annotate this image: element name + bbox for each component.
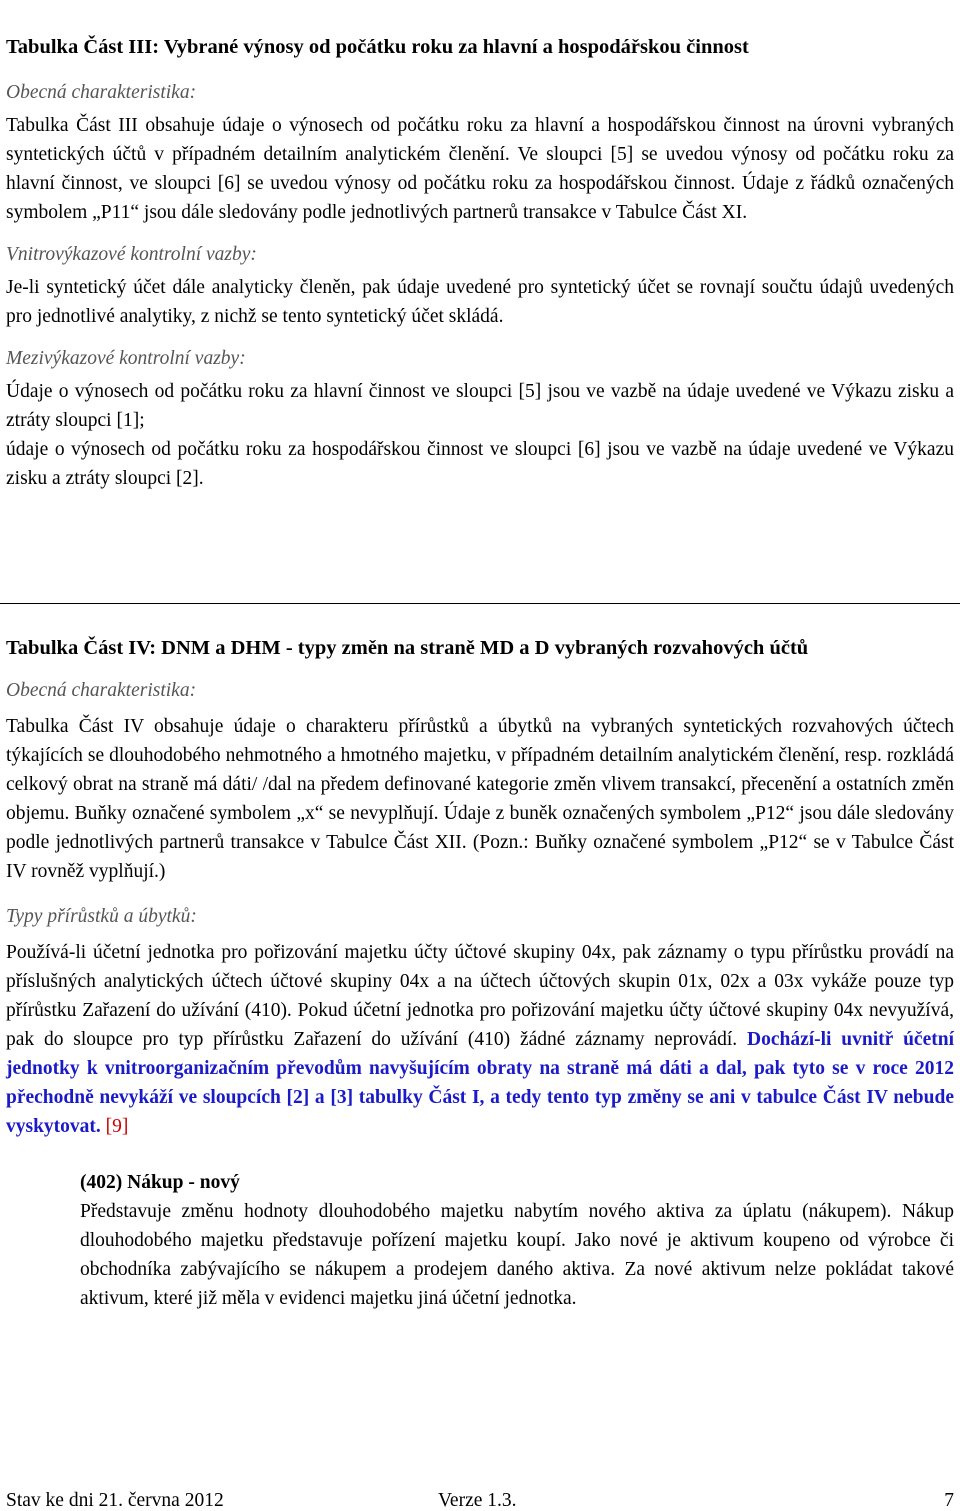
item-402-title: (402) Nákup - nový [80,1172,240,1193]
section-4-general-text: Tabulka Část IV obsahuje údaje o charakteru přírůstků a úbytků na vybraných syntetických rozvahových účtech týkajících se dlouhodobého nehmotného a hmotného majetku, v případném detailním analytickém členění, resp. rozkládá celkový obrat na straně má dáti/ /dal na předem definované kategorie změn vlivem transakcí, přecenění a ostatních změn objemu. Buňky označené symbolem „x“ se nevyplňují. Údaje z buněk označených symbolem „P12“ jsou dále sledovány podle jednotlivých partnerů transakce v Tabulce Část XII. (Pozn.: Buňky označené symbolem „P12“ se v Tabulce Část IV rovněž vyplňují.) [6,716,954,882]
section-4 [6,634,954,1313]
section-3-inter-text-1: Údaje o výnosech od počátku roku za hlavní činnost ve sloupci [5] jsou ve vazbě na údaje uvedené ve Výkazu zisku a ztráty sloupci [1]; [6,381,954,431]
item-402 [80,1168,954,1313]
section-3-general-text: Tabulka Část III obsahuje údaje o výnosech od počátku roku za hlavní a hospodářskou činnost na úrovni vybraných syntetických účtů v případném detailním analytickém členění. Ve sloupci [5] se uvedou výnosy od počátku roku za hlavní činnost, ve sloupci [6] se uvedou výnosy od počátku roku za hospodářskou činnost. Údaje z řádků označených symbolem „P11“ jsou dále sledovány podle jednotlivých partnerů transakce v Tabulce Část XI. [6,115,954,223]
section-3 [6,33,954,493]
section-4-types-paragraph [6,938,954,1141]
section-4-types-label: Typy přírůstků a úbytků: [6,906,197,927]
footer-date: Stav ke dni 21. června 2012 [6,1490,224,1511]
item-402-text: Představuje změnu hodnoty dlouhodobého majetku nabytím nového aktiva za úplatu (nákupem). Nákup dlouhodobého majetku představuje pořízení majetku koupí. Jako nové je aktivum koupeno od výrobce či obchodníka zabývajícího se nákupem a prodejem daného aktiva. Za nové aktivum nelze pokládat takové aktivum, které již měla v evidenci majetku jiná účetní jednotka. [80,1201,954,1309]
footer-page-number: 7 [944,1490,954,1511]
section-4-types-reference[interactable]: [9] [105,1116,129,1137]
section-4-title: Tabulka Část IV: DNM a DHM - typy změn na straně MD a D vybraných rozvahových účtů [6,637,809,659]
section-divider [0,603,960,604]
section-3-title: Tabulka Část III: Vybrané výnosy od počátku roku za hlavní a hospodářskou činnost [6,36,749,58]
section-4-general-label: Obecná charakteristika: [6,680,197,701]
section-3-inter-text-2: údaje o výnosech od počátku roku za hospodářskou činnost ve sloupci [6] jsou ve vazbě na údaje uvedené ve Výkazu zisku a ztráty sloupci [2]. [6,439,954,489]
section-3-inter-label: Mezivýkazové kontrolní vazby: [6,348,246,369]
section-4-types-emphasis: Dochází-li uvnitř účetní jednotky k vnitroorganizačním převodům navyšujícím obraty na straně má dáti a dal, pak tyto se v roce 2012 přechodně nevykáží ve sloupcích [2] a [3] tabulky Část I, a tedy tento typ změny se ani v tabulce Část IV nebude vyskytovat. [6,1029,955,1137]
footer-version: Verze 1.3. [438,1490,517,1511]
section-4-types-text: Používá-li účetní jednotka pro pořizování majetku účty účtové skupiny 04x, pak záznamy o typu přírůstku provádí na příslušných analytických účtech účtové skupiny 04x a na účtech účtových skupin 01x, 02x a 03x vykáže pouze typ přírůstku Zařazení do užívání (410). Pokud účetní jednotka pro pořizování majetku účty účtové skupiny 04x nevyužívá, pak do sloupce pro typ přírůstku Zařazení do užívání (410) žádné záznamy neprovádí. [6,942,954,1050]
section-3-general-label: Obecná charakteristika: [6,82,197,103]
section-3-internal-text: Je-li syntetický účet dále analyticky členěn, pak údaje uvedené pro syntetický účet se rovnají součtu údajů uvedených pro jednotlivé analytiky, z nichž se tento syntetický účet skládá. [6,277,954,327]
section-3-internal-label: Vnitrovýkazové kontrolní vazby: [6,244,257,265]
